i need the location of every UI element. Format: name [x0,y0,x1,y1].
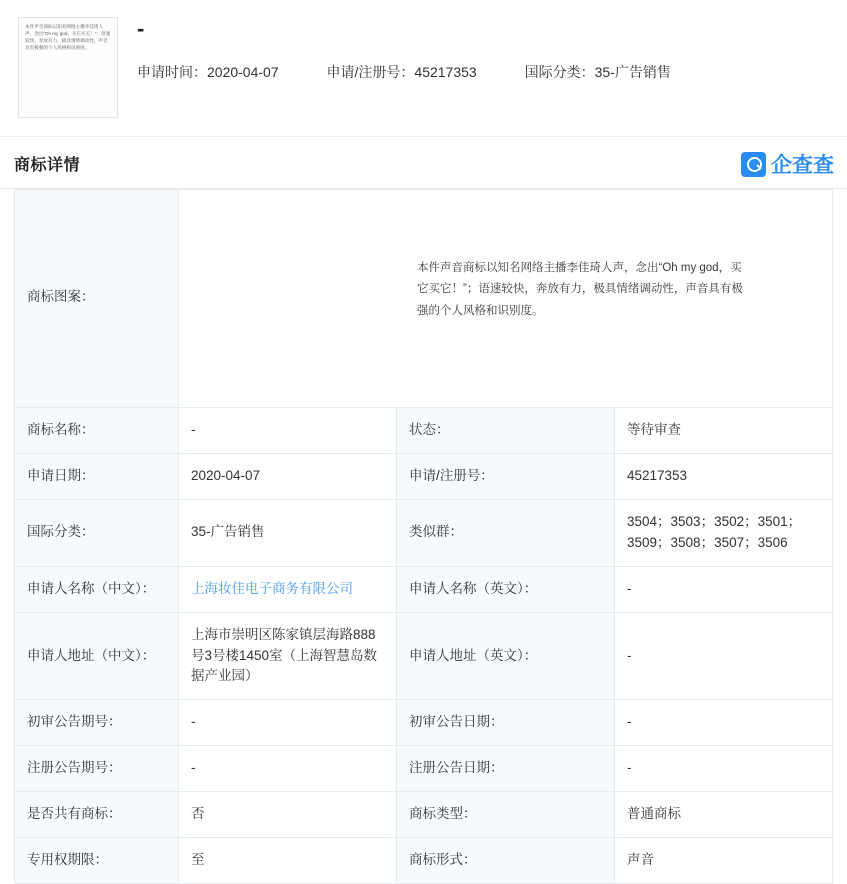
row-label-4a: 申请人名称（中文）： [15,566,179,612]
brand-name: 企查查 [771,154,834,177]
row-value-3b: 3504；3503；3502；3501；3509；3508；3507；3506 [615,499,833,566]
row-label-7a: 注册公告期号： [15,746,179,792]
row-label-6a: 初审公告期号： [15,700,179,746]
row-label-4b: 申请人名称（英文）： [397,566,615,612]
row-label-6b: 初审公告日期： [397,700,615,746]
row-value-8a: 否 [179,792,397,838]
search-circle-icon [741,152,766,177]
row-value-1a: - [179,408,397,454]
label-trademark-image: 商标图案： [27,289,95,304]
meta-apply-date: 申请时间：2020-04-07 [137,64,279,80]
row-label-7b: 注册公告日期： [397,746,615,792]
table-row-image [15,190,833,408]
table-row [15,612,833,700]
row-label-8a: 是否共有商标： [15,792,179,838]
row-label-1b: 状态： [397,408,615,454]
table-row [15,453,833,499]
row-value-8b: 普通商标 [615,792,833,838]
table-row [15,566,833,612]
row-label-5b: 申请人地址（英文）： [397,612,615,700]
row-value-9a: 至 [179,838,397,884]
row-value-7b: - [615,746,833,792]
row-value-7a: - [179,746,397,792]
brand-logo [741,149,834,179]
row-value-4a [179,566,397,612]
row-label-3a: 国际分类： [15,499,179,566]
row-value-6b: - [615,700,833,746]
cell-label-image [15,190,179,408]
row-value-5a: 上海市崇明区陈家镇层海路888号3号楼1450室（上海智慧岛数据产业园） [179,612,397,700]
detail-section-bar [0,137,847,189]
row-value-3a: 35-广告销售 [179,499,397,566]
trademark-thumbnail-text: 本件声音商标以知名网络主播李佳琦人声，念出“Oh my god，买它买它！”；语速较快，奔放有力，极具情绪调动性，声音具有极强的个人风格和识别度。 [25,24,111,51]
row-value-5b: - [615,612,833,700]
cell-value-image [179,190,833,408]
row-label-2a: 申请日期： [15,453,179,499]
table-row [15,838,833,884]
trademark-thumbnail[interactable] [18,17,118,118]
table-row [15,792,833,838]
table-row [15,700,833,746]
page-title: - [137,16,146,41]
row-value-2a: 2020-04-07 [179,453,397,499]
trademark-image-description: 本件声音商标以知名网络主播李佳琦人声，念出“Oh my god，买它买它！”；语速较快，奔放有力，极具情绪调动性，声音具有极强的个人风格和识别度。 [417,262,743,317]
row-value-4b: - [615,566,833,612]
row-value-2b: 45217353 [615,453,833,499]
meta-register-number: 申请/注册号：45217353 [326,64,477,80]
row-label-8b: 商标类型： [397,792,615,838]
row-label-2b: 申请/注册号： [397,453,615,499]
row-label-3b: 类似群： [397,499,615,566]
table-row [15,408,833,454]
trademark-detail-table [14,189,833,884]
row-label-1a: 商标名称： [15,408,179,454]
row-label-9b: 商标形式： [397,838,615,884]
applicant-company-link[interactable]: 上海妆佳电子商务有限公司 [191,580,353,596]
trademark-summary-header [0,0,847,137]
section-title: 商标详情 [14,157,81,174]
row-value-6a: - [179,700,397,746]
table-row [15,499,833,566]
meta-international-class: 国际分类：35-广告销售 [524,64,671,80]
row-value-1b: 等待审查 [615,408,833,454]
row-label-5a: 申请人地址（中文）： [15,612,179,700]
row-value-9b: 声音 [615,838,833,884]
table-row [15,746,833,792]
row-label-9a: 专用权期限： [15,838,179,884]
header-meta-row [137,62,715,82]
